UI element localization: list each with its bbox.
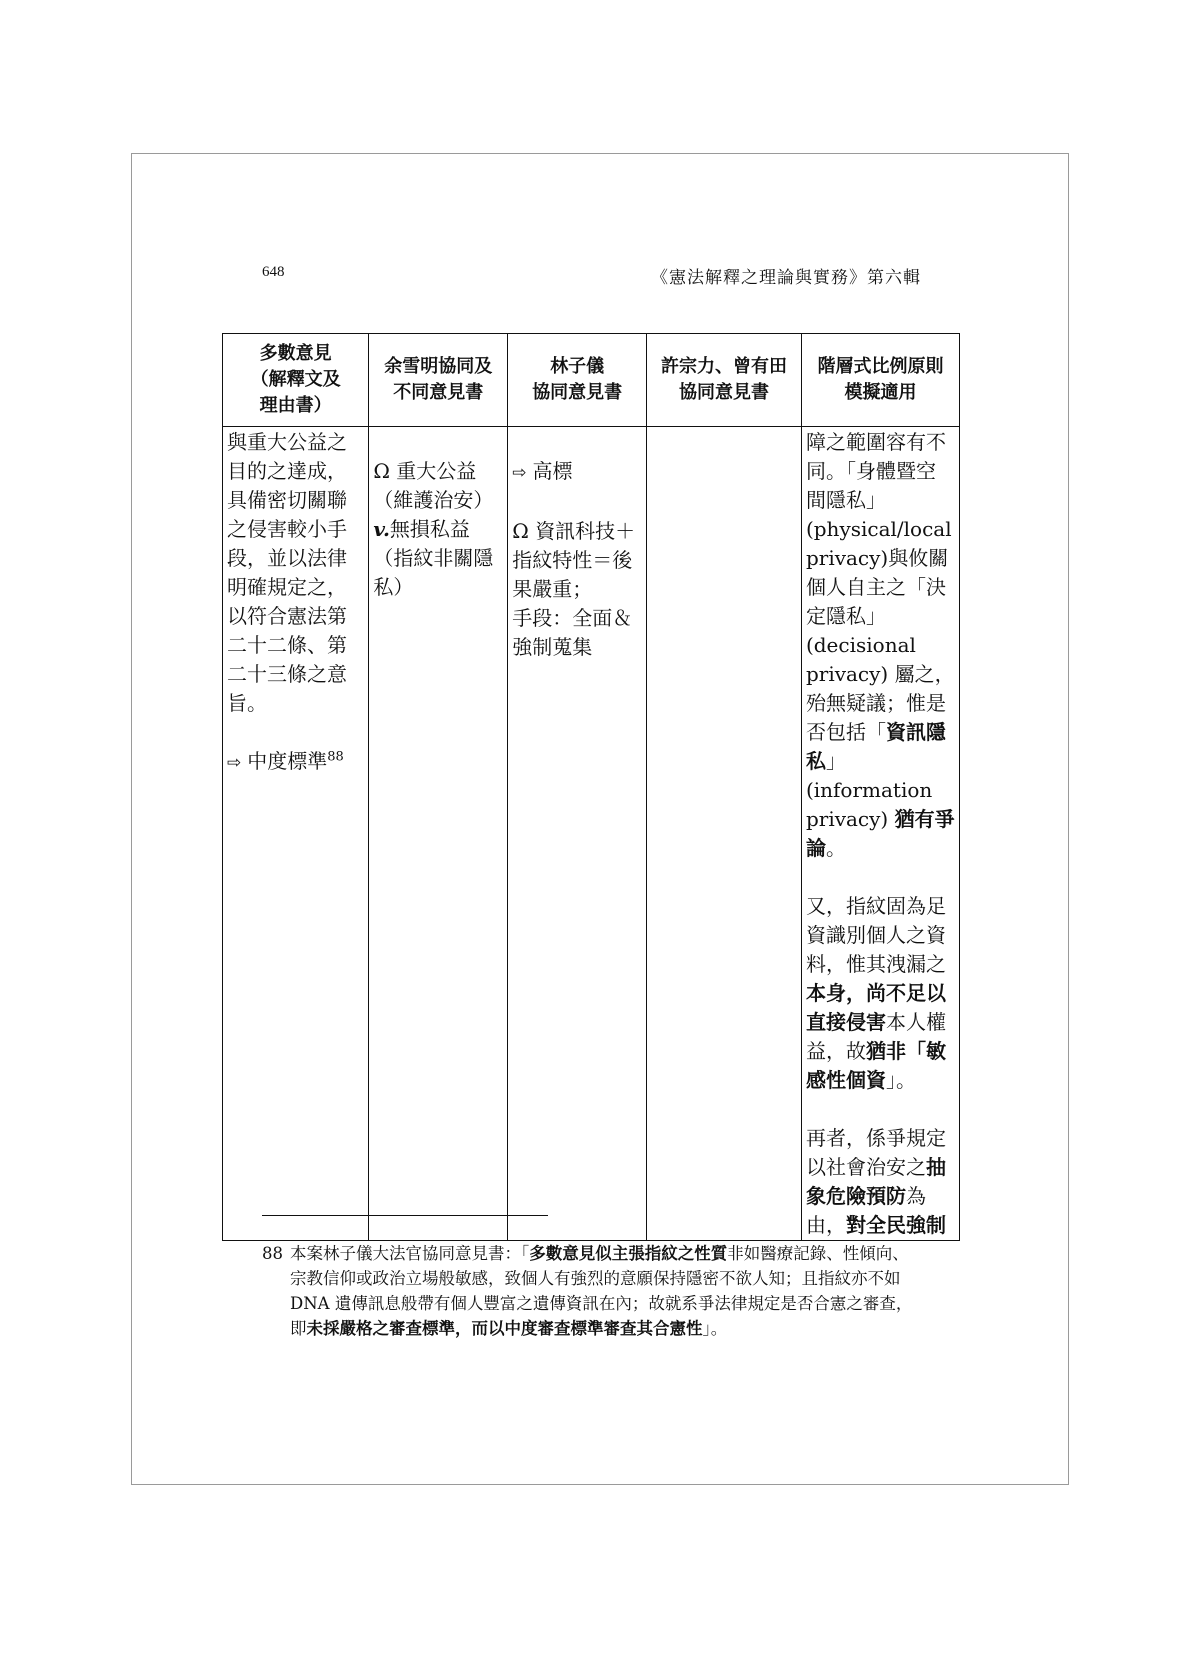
header-majority-opinion: 多數意見 （解釋文及 理由書）	[223, 334, 369, 427]
cell-yu-opinion	[369, 427, 508, 1241]
footnote-text: 本案林子儀大法官協同意見書：「多數意見似主張指紋之性質非如醫療記錄、性傾向、宗教信仰或政治立場般敏感，致個人有強烈的意願保持隱密不欲人知；且指紋亦不如 DNA 遺傳訊息般帶有個人豐富之遺傳資訊在內；故就系爭法律規定是否合憲之審查，即未採嚴格之審查標準，而以中度審查標準審查其合憲性」。	[290, 1244, 913, 1338]
opinions-comparison-table	[222, 333, 960, 1241]
cell-lin-opinion	[508, 427, 647, 1241]
cell-majority-opinion	[223, 427, 369, 1241]
running-head: 《憲法解釋之理論與實務》第六輯	[651, 268, 921, 288]
header-tiered-proportionality: 階層式比例原則 模擬適用	[801, 334, 959, 427]
header-hsu-tseng-opinion: 許宗力、曾有田 協同意見書	[647, 334, 802, 427]
header-lin-opinion: 林子儀 協同意見書	[508, 334, 647, 427]
lin-factors: Ω 資訊科技＋指紋特性＝後果嚴重；	[512, 519, 636, 601]
footnote-88	[262, 1241, 922, 1341]
analysis-paragraph-2: 又，指紋固為足資識別個人之資料，惟其洩漏之本身，尚不足以直接侵害本人權益，故猶非「敏感性個資」。	[805, 894, 946, 1092]
footnote-ref: 88	[327, 749, 344, 765]
footnote-divider	[262, 1215, 548, 1216]
page-number: 648	[262, 264, 285, 280]
table-row	[223, 427, 960, 1241]
right-arrow-icon: ⇨	[227, 753, 242, 773]
majority-text: 與重大公益之目的之達成，具備密切關聯之侵害較小手段，並以法律明確規定之，以符合憲法第二十二條、第二十三條之意旨。	[227, 430, 347, 715]
footnote-number: 88	[262, 1244, 283, 1263]
yu-balancing: Ω 重大公益（維護治安）v.無損私益（指紋非關隱私）	[373, 459, 494, 599]
cell-tiered-proportionality	[801, 427, 959, 1241]
majority-conclusion: ⇨ 中度標準$^{88}$	[227, 749, 344, 773]
header-yu-opinion: 余雪明協同及 不同意見書	[369, 334, 508, 427]
analysis-paragraph-1: 障之範圍容有不同。「身體暨空間隱私」(physical/local privacy)與攸關個人自主之「決定隱私」(decisional privacy) 屬之，殆無疑議；惟是否包括「資訊隱私」(information privacy) 猶有爭論。	[805, 430, 955, 860]
omega-icon: Ω	[512, 519, 529, 543]
right-arrow-icon: ⇨	[512, 463, 527, 483]
table-header-row	[223, 334, 960, 427]
omega-icon: Ω	[373, 459, 390, 483]
lin-standard: ⇨ 高標	[512, 459, 573, 483]
lin-means: 手段：全面＆強制蒐集	[512, 606, 633, 659]
cell-hsu-tseng-opinion	[647, 427, 802, 1241]
analysis-paragraph-3: 再者，係爭規定以社會治安之抽象危險預防為由，對全民強制	[805, 1126, 946, 1237]
